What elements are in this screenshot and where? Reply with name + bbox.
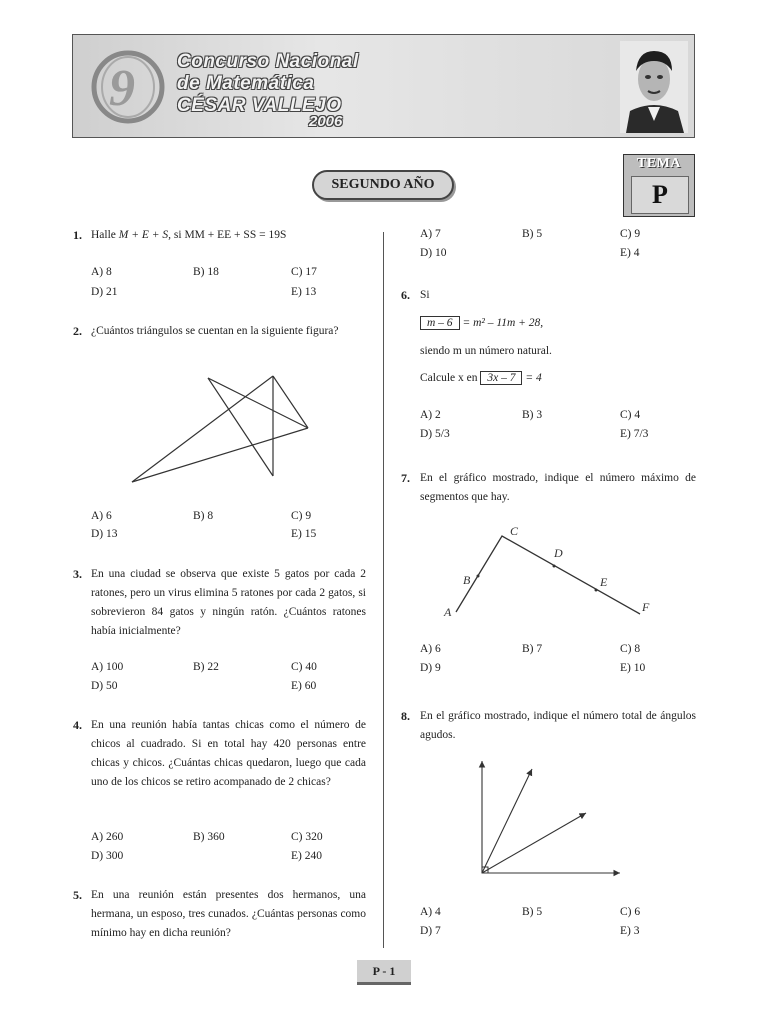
q1-expression: M + E + S,	[118, 229, 172, 241]
contest-banner	[72, 34, 695, 138]
q3-option-b[interactable]: B) 22	[193, 661, 219, 673]
q3-option-a[interactable]: A) 100	[91, 661, 124, 673]
q4-option-a[interactable]: A) 260	[91, 831, 124, 843]
topic-label: TEMA	[637, 156, 681, 171]
q6-condition: siendo m un número natural.	[420, 345, 552, 357]
point-c-label: C	[510, 524, 519, 538]
q6-option-a[interactable]: A) 2	[420, 409, 441, 421]
q6-box-2: 3x – 7	[480, 371, 522, 385]
q2-text: ¿Cuántos triángulos se cuentan en la siguiente figura?	[91, 325, 339, 337]
q6-equation-1-rhs: = m² – 11m + 28,	[462, 317, 544, 329]
q6-number: 6.	[401, 288, 410, 302]
q6-option-c[interactable]: C) 4	[620, 409, 641, 421]
grade-title: SEGUNDO AÑO	[312, 170, 454, 200]
q6-option-b[interactable]: B) 3	[522, 409, 543, 421]
q6-equation-2-rhs: = 4	[525, 372, 542, 384]
q4-text: En una reunión había tantas chicas como el número de chicos al cuadrado. Si en total hay 420 personas entre chicas y chicos. ¿Cuántas chicas quedaron, luego que cada uno de los chicos se retiro acompanado de 2 chicas?	[91, 719, 366, 788]
q5-number: 5.	[73, 888, 82, 902]
q2-triangles-figure	[120, 370, 320, 490]
q1-option-b[interactable]: B) 18	[193, 266, 219, 278]
banner-title-line1: Concurso Nacional	[177, 51, 359, 72]
q6-si: Si	[420, 289, 430, 301]
q5-option-c[interactable]: C) 9	[620, 228, 641, 240]
q2-number: 2.	[73, 324, 82, 338]
q3-number: 3.	[73, 567, 82, 581]
point-d-label: D	[554, 546, 563, 560]
q7-number: 7.	[401, 471, 410, 485]
q3-text: En una ciudad se observa que existe 5 gatos por cada 2 ratones, pero un virus elimina 5 ratones por cada 2 gatos, si sobrevieron 84 gatos y ningún ratón. ¿Cuántos ratones había inicialmente?	[91, 568, 366, 637]
q7-option-c[interactable]: C) 8	[620, 643, 641, 655]
q1-condition: si MM + EE + SS = 19S	[173, 229, 287, 241]
q4-option-e[interactable]: E) 240	[291, 850, 322, 862]
q6-equation-2	[420, 369, 542, 388]
q7-segments-figure	[436, 520, 662, 626]
q8-option-a[interactable]: A) 4	[420, 906, 441, 918]
banner-title-line2: de Matemática	[177, 73, 315, 94]
q5-option-d[interactable]: D) 10	[420, 247, 447, 259]
q8-number: 8.	[401, 709, 410, 723]
q2-option-e[interactable]: E) 15	[291, 528, 317, 540]
q8-text: En el gráfico mostrado, indique el número total de ángulos agudos.	[420, 710, 696, 741]
banner-title-line3: CÉSAR VALLEJO	[177, 95, 342, 116]
q3-option-c[interactable]: C) 40	[291, 661, 317, 673]
q3-option-e[interactable]: E) 60	[291, 680, 317, 692]
svg-text:9: 9	[109, 60, 135, 117]
q2-option-c[interactable]: C) 9	[291, 510, 312, 522]
q5-option-e[interactable]: E) 4	[620, 247, 640, 259]
topic-box	[623, 154, 695, 217]
q7-option-b[interactable]: B) 7	[522, 643, 543, 655]
q7-option-d[interactable]: D) 9	[420, 662, 441, 674]
portrait-image	[620, 41, 688, 133]
q1-option-e[interactable]: E) 13	[291, 286, 317, 298]
q2-option-b[interactable]: B) 8	[193, 510, 214, 522]
q8-option-b[interactable]: B) 5	[522, 906, 543, 918]
q4-option-b[interactable]: B) 360	[193, 831, 225, 843]
q3-option-d[interactable]: D) 50	[91, 680, 118, 692]
q6-option-d[interactable]: D) 5/3	[420, 428, 450, 440]
q5-option-b[interactable]: B) 5	[522, 228, 543, 240]
q1-statement	[91, 226, 371, 245]
q1-number: 1.	[73, 228, 82, 242]
q8-option-e[interactable]: E) 3	[620, 925, 640, 937]
topic-letter: P	[631, 176, 689, 214]
contest-logo-icon	[91, 49, 165, 125]
point-e-label: E	[600, 575, 608, 589]
q4-number: 4.	[73, 718, 82, 732]
q4-option-d[interactable]: D) 300	[91, 850, 124, 862]
point-a-label: A	[444, 605, 452, 619]
q6-equation-1	[420, 314, 543, 333]
q1-prefix: Halle	[91, 229, 116, 241]
q8-option-d[interactable]: D) 7	[420, 925, 441, 937]
q1-option-a[interactable]: A) 8	[91, 266, 112, 278]
q1-option-c[interactable]: C) 17	[291, 266, 317, 278]
q6-calc-label: Calcule x en	[420, 372, 478, 384]
q2-option-a[interactable]: A) 6	[91, 510, 112, 522]
point-f-label: F	[642, 600, 650, 614]
q5-text: En una reunión están presentes dos hermanos, una hermana, un esposo, tres cunados. ¿Cuántas personas como mínimo hay en dicha reunión?	[91, 889, 366, 939]
q7-text: En el gráfico mostrado, indique el número máximo de segmentos que hay.	[420, 472, 696, 503]
q8-option-c[interactable]: C) 6	[620, 906, 641, 918]
q6-box-1: m – 6	[420, 316, 460, 330]
q2-option-d[interactable]: D) 13	[91, 528, 118, 540]
banner-year: 2006	[309, 113, 343, 130]
page-number: P - 1	[357, 960, 411, 985]
q7-option-a[interactable]: A) 6	[420, 643, 441, 655]
q7-option-e[interactable]: E) 10	[620, 662, 646, 674]
q5-option-a[interactable]: A) 7	[420, 228, 441, 240]
point-b-label: B	[463, 573, 471, 587]
column-divider	[383, 232, 384, 948]
q1-option-d[interactable]: D) 21	[91, 286, 118, 298]
q4-option-c[interactable]: C) 320	[291, 831, 323, 843]
q8-angles-figure	[470, 755, 630, 881]
q6-option-e[interactable]: E) 7/3	[620, 428, 649, 440]
